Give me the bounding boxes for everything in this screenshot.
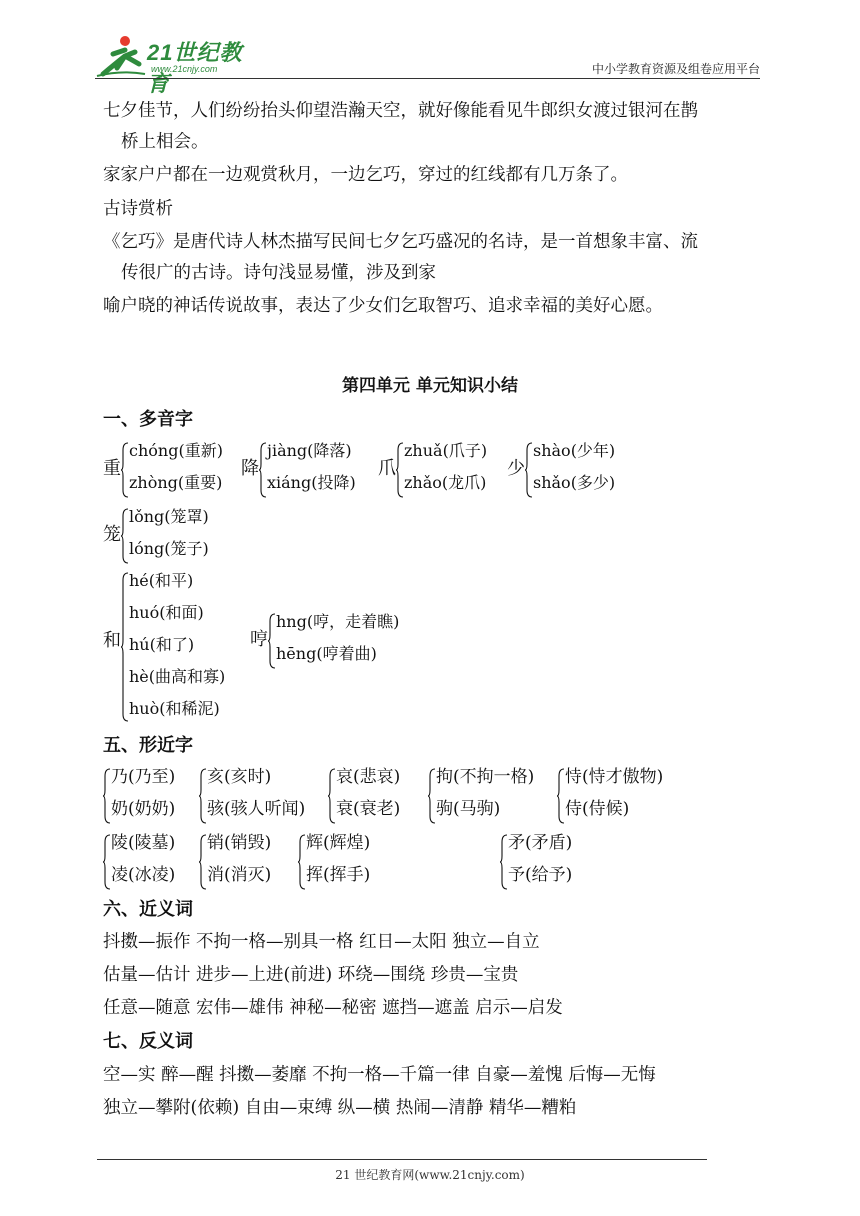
- site-logo: [95, 34, 265, 96]
- polyphone-reading: xiáng(投降): [267, 473, 356, 492]
- intro-line-4: 喻户晓的神话传说故事，表达了少女们乞取智巧、追求幸福的美好心愿。: [103, 296, 663, 316]
- section-similar-chars-title: 五、形近字: [103, 735, 193, 756]
- polyphone-char: 哼: [250, 629, 268, 650]
- similar-char: 销(销毁): [207, 833, 272, 853]
- antonyms-line: 空—实 醉—醒 抖擞—萎靡 不拘一格—千篇一律 自豪—羞愧 后悔—无悔: [103, 1065, 656, 1085]
- antonyms-line: 独立—攀附(依赖) 自由—束缚 纵—横 热闹—清静 精华—糟粕: [103, 1098, 577, 1118]
- similar-char: 亥(亥时): [207, 767, 272, 787]
- similar-char: 陵(陵墓): [111, 833, 176, 853]
- similar-char: 消(消灭): [207, 865, 272, 885]
- section-synonyms-title: 六、近义词: [103, 899, 193, 920]
- similar-char: 驹(马驹): [436, 799, 501, 819]
- polyphone-reading: lǒng(笼罩): [129, 507, 209, 526]
- runner-logo-icon: [95, 34, 147, 78]
- intro-line-1b: 桥上相会。: [121, 132, 209, 152]
- polyphone-char: 少: [507, 458, 525, 479]
- similar-char: 予(给予): [508, 865, 573, 885]
- logo-text: 21世纪教育: [147, 40, 243, 96]
- header-divider: [95, 78, 760, 79]
- polyphone-reading: huò(和稀泥): [129, 699, 220, 718]
- similar-char: 恃(恃才傲物): [565, 767, 664, 787]
- intro-heading: 古诗赏析: [103, 199, 173, 219]
- polyphone-char: 降: [241, 458, 259, 479]
- section-antonyms-title: 七、反义词: [103, 1031, 193, 1052]
- similar-char: 奶(奶奶): [111, 799, 176, 819]
- header-platform-text: 中小学教育资源及组卷应用平台: [591, 62, 760, 76]
- similar-char: 挥(挥手): [306, 865, 371, 885]
- polyphone-reading: chóng(重新): [129, 441, 223, 460]
- polyphone-reading: zhuǎ(爪子): [404, 441, 488, 460]
- page-header: [95, 34, 760, 96]
- polyphone-char: 爪: [378, 458, 396, 479]
- logo-url: www.21cnjy.com: [151, 64, 218, 74]
- polyphone-reading: lóng(笼子): [129, 539, 209, 558]
- polyphone-reading: hng(哼，走着瞧): [276, 612, 400, 631]
- footer-divider: [97, 1159, 707, 1160]
- intro-line-3a: 《乞巧》是唐代诗人林杰描写民间七夕乞巧盛况的名诗，是一首想象丰富、流: [103, 232, 698, 252]
- section-polyphones-title: 一、多音字: [103, 409, 193, 430]
- polyphone-reading: hēng(哼着曲): [276, 644, 377, 663]
- intro-line-1a: 七夕佳节，人们纷纷抬头仰望浩瀚天空，就好像能看见牛郎织女渡过银河在鹊: [103, 101, 698, 121]
- similar-char: 衰(衰老): [336, 799, 401, 819]
- polyphone-reading: shào(少年): [533, 441, 616, 460]
- similar-char: 哀(悲哀): [336, 767, 401, 787]
- polyphone-reading: hú(和了): [129, 635, 195, 654]
- unit-title: 第四单元 单元知识小结: [342, 376, 518, 396]
- polyphone-reading: zhǎo(龙爪): [404, 473, 487, 492]
- polyphone-reading: huó(和面): [129, 603, 204, 622]
- similar-char: 骇(骇人听闻): [207, 799, 306, 819]
- synonyms-line: 估量—估计 进步—上进(前进) 环绕—围绕 珍贵—宝贵: [103, 965, 519, 985]
- footer-text: 21 世纪教育网(www.21cnjy.com): [335, 1168, 525, 1182]
- similar-char: 凌(冰凌): [111, 865, 176, 885]
- synonyms-line: 任意—随意 宏伟—雄伟 神秘—秘密 遮挡—遮盖 启示—启发: [103, 998, 563, 1018]
- intro-line-3b: 传很广的古诗。诗句浅显易懂，涉及到家: [121, 263, 436, 283]
- similar-char: 侍(侍候): [565, 799, 630, 819]
- intro-line-2: 家家户户都在一边观赏秋月，一边乞巧，穿过的红线都有几万条了。: [103, 165, 628, 185]
- similar-char: 拘(不拘一格): [436, 767, 535, 787]
- polyphone-char: 和: [103, 630, 121, 651]
- polyphone-reading: jiàng(降落): [267, 441, 352, 460]
- similar-char: 矛(矛盾): [508, 833, 573, 853]
- polyphone-reading: zhòng(重要): [129, 473, 223, 492]
- polyphone-char: 笼: [103, 524, 121, 545]
- polyphone-reading: hè(曲高和寡): [129, 667, 226, 686]
- similar-char: 乃(乃至): [111, 767, 176, 787]
- synonyms-line: 抖擞—振作 不拘一格—别具一格 红日—太阳 独立—自立: [103, 932, 540, 952]
- polyphone-reading: hé(和平): [129, 571, 194, 590]
- similar-char: 辉(辉煌): [306, 833, 371, 853]
- polyphone-reading: shǎo(多少): [533, 473, 616, 492]
- polyphone-char: 重: [103, 458, 121, 479]
